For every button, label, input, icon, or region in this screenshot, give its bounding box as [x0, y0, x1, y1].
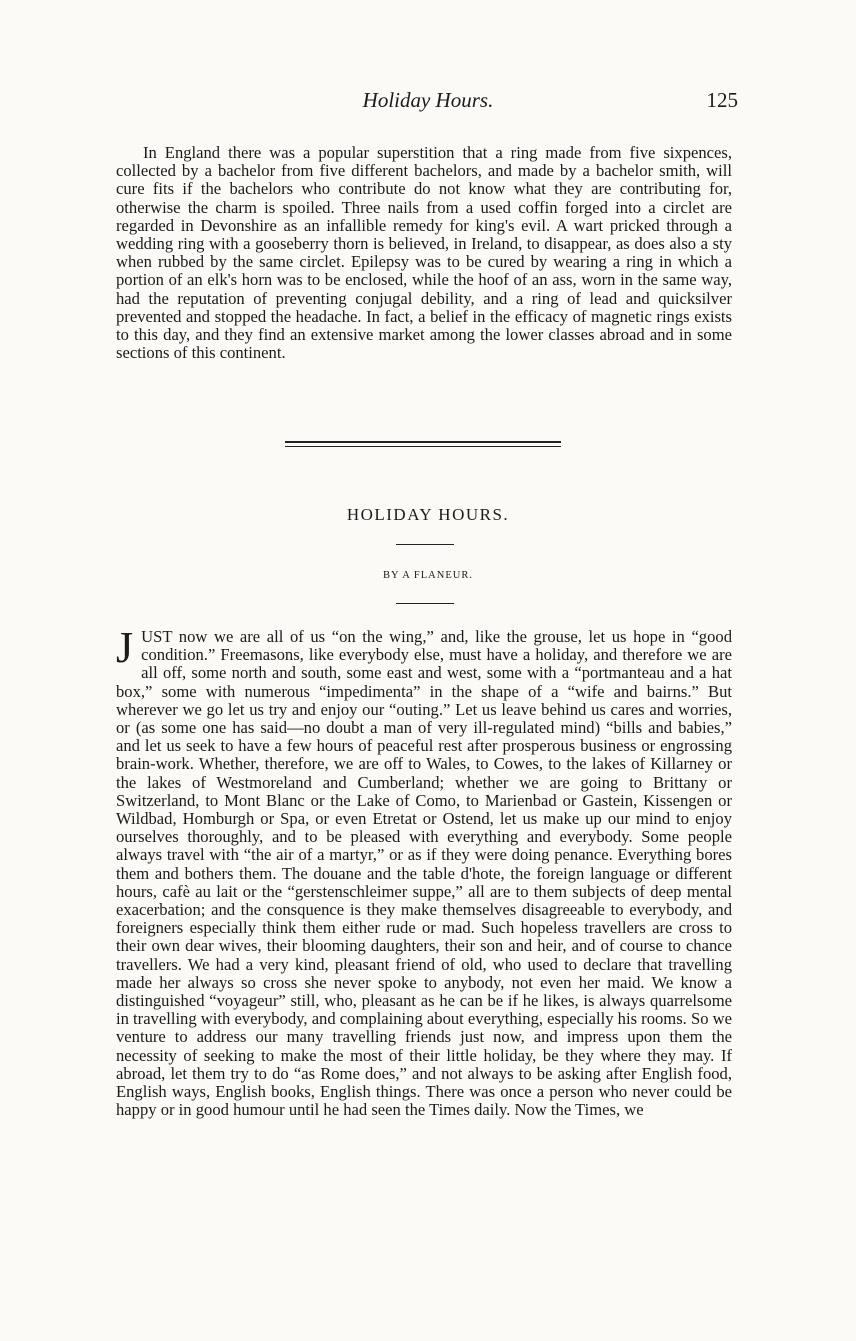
- article-body: [116, 623, 732, 1120]
- drop-cap: J: [116, 623, 134, 672]
- article-body-text: UST now we are all of us “on the wing,” and, like the grouse, let us hope in “good condition.” Freemasons, like everybody else, must have a holiday, and therefore we are all off, some north and south, some east and west, some with a “portmanteau and a hat box,” some with numerous “impedimenta” in the shape of a “wife and bairns.” But wherever we go let us try and enjoy our “outing.” Let us leave behind us cares and worries, or (as some one has said—no doubt a man of very ill-regulated mind) “bills and babies,” and let us seek to have a few hours of peaceful rest after prosperous business or engrossing brain-work. Whether, therefore, we are off to Wales, to Cowes, to the lakes of Killarney or the lakes of Westmoreland and Cumberland; whether we are going to Brittany or Switzerland, to Mont Blanc or the Lake of Como, to Marienbad or Gastein, Kissengen or Wildbad, Homburgh or Spa, or even Etretat or Ostend, let us make up our mind to enjoy ourselves thoroughly, and to be pleased with everything and everybody. Some people always travel with “the air of a martyr,” or as if they were doing penance. Everything bores them and bothers them. The douane and the table d'hote, the foreign language or different hours, cafè au lait or the “gerstenschleimer suppe,” all are to them subjects of deep mental exacerbation; and the consquence is they make themselves disagreeable to everybody, and foreigners especially think them either rude or mad. Such hopeless travellers are cross to their own dear wives, their blooming daughters, their son and heir, and of course to chance travellers. We had a very kind, pleasant friend of old, who used to declare that travelling made her always so cross she never spoke to anybody, not even her maid. We know a distinguished “voyageur” still, who, pleasant as he can be if he likes, is always quarrelsome in travelling with everybody, and complaining about everything, especially his rooms. So we venture to address our many travelling friends just now, and impress upon them the necessity of seeking to make the most of their little holiday, be they where they may. If abroad, let them try to do “as Rome does,” and not always to be asking after English food, English ways, English books, English things. There was once a person who never could be happy or in good humour until he had seen the Times daily. Now the Times, we: [116, 627, 732, 1120]
- title-rule: [396, 544, 454, 545]
- intro-paragraph: In England there was a popular superstition that a ring made from five sixpences, collected by a bachelor from five different bachelors, and made by a bachelor smith, will cure fits if the bachelors who contribute do not know what they are contributing for, otherwise the charm is spoiled. Three nails from a used coffin forged into a circlet are regarded in Devonshire as an infallible remedy for king's evil. A wart pricked through a wedding ring with a gooseberry thorn is believed, in Ireland, to disappear, as does also a sty when rubbed by the same circlet. Epilepsy was to be cured by wearing a ring in which a portion of an elk's horn was to be enclosed, while the hoof of an ass, worn in the same way, had the reputation of preventing conjugal debility, and a ring of lead and quicksilver prevented and stopped the headache. In fact, a belief in the efficacy of magnetic rings exists to this day, and they find an extensive market among the lower classes abroad and in some sections of this continent.: [116, 143, 732, 363]
- section-divider-double-rule: [285, 441, 561, 447]
- running-header: [0, 88, 856, 118]
- byline-rule: [396, 603, 454, 604]
- running-title: Holiday Hours.: [362, 88, 494, 112]
- article-byline: BY A FLANEUR.: [383, 570, 473, 581]
- article-title: HOLIDAY HOURS.: [346, 505, 510, 524]
- page-number: 125: [706, 88, 738, 112]
